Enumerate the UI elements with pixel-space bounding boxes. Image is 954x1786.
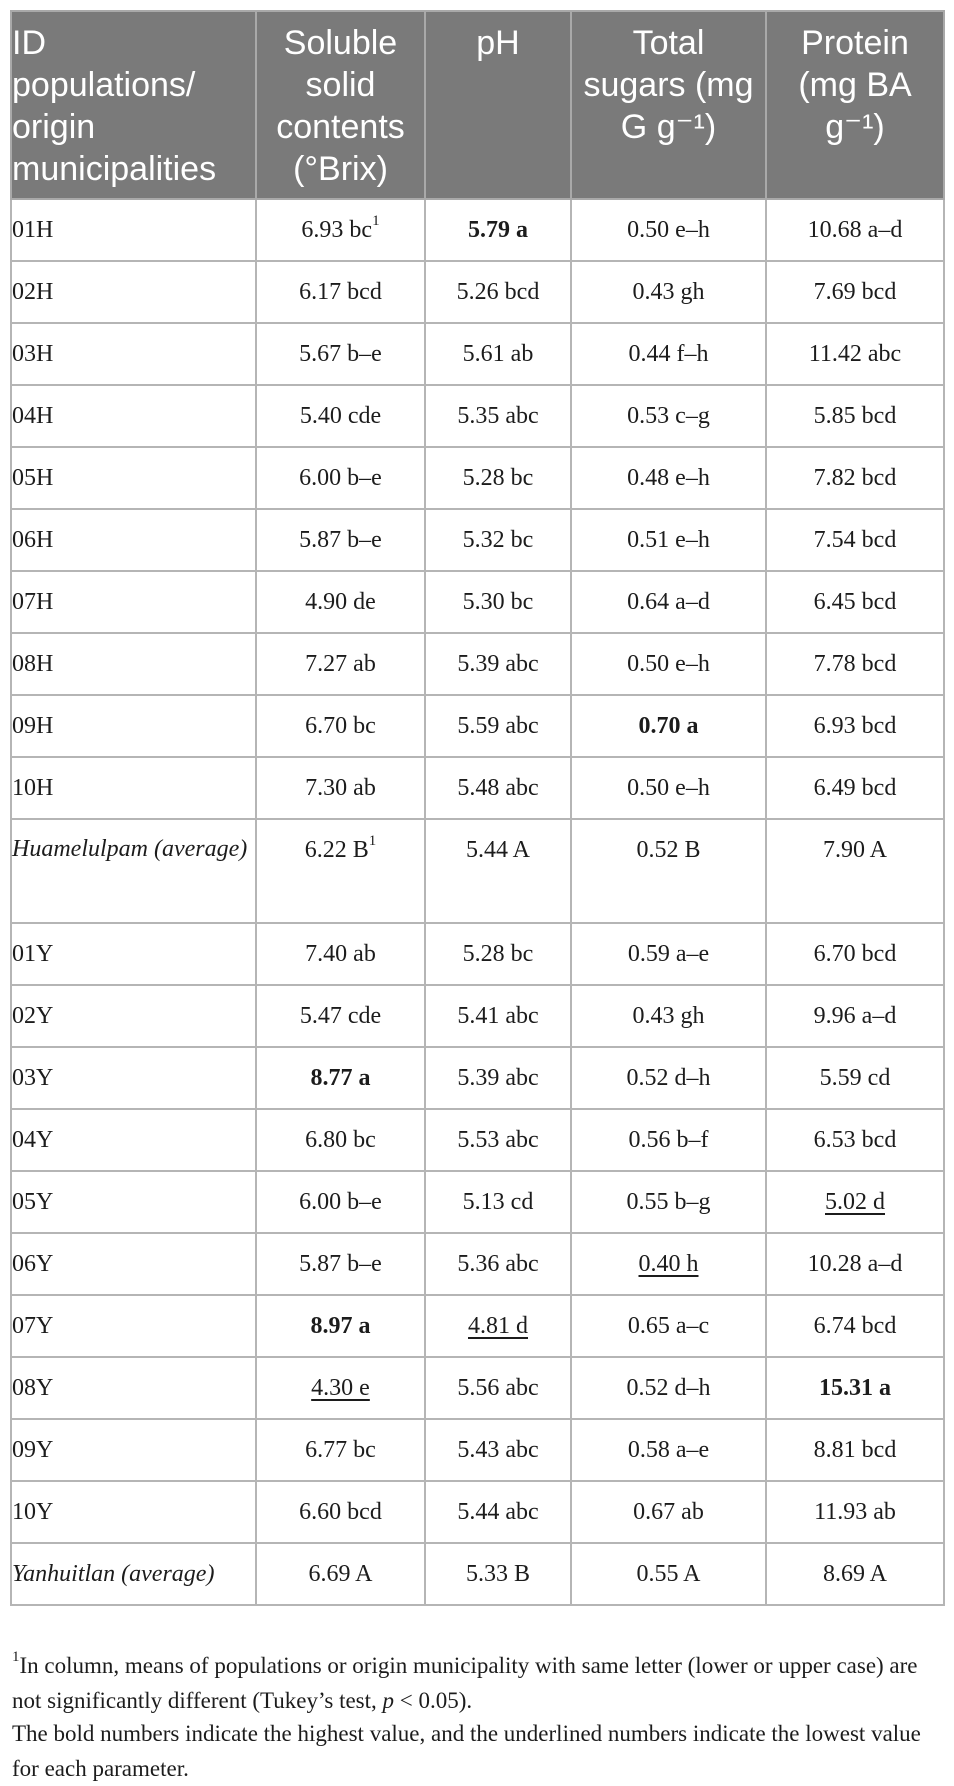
ph-average-cell: 5.44 A	[425, 819, 571, 923]
population-id-cell: 02H	[11, 261, 256, 323]
table-row	[11, 633, 944, 695]
population-id-cell: 03Y	[11, 1047, 256, 1109]
sugars-cell: 0.55 b–g	[571, 1171, 766, 1233]
protein-cell: 6.70 bcd	[766, 923, 944, 985]
population-id-cell: 07H	[11, 571, 256, 633]
sugars-cell: 0.52 d–h	[571, 1357, 766, 1419]
brix-cell: 5.40 cde	[256, 385, 425, 447]
sugars-cell: 0.51 e–h	[571, 509, 766, 571]
brix-cell: 4.30 e	[256, 1357, 425, 1419]
ph-cell: 5.39 abc	[425, 633, 571, 695]
sugars-average-cell: 0.52 B	[571, 819, 766, 923]
sugars-cell: 0.59 a–e	[571, 923, 766, 985]
header-protein: Protein (mg BA g⁻¹)	[766, 11, 944, 199]
brix-cell: 6.00 b–e	[256, 447, 425, 509]
brix-cell: 6.00 b–e	[256, 1171, 425, 1233]
sugars-cell: 0.50 e–h	[571, 199, 766, 261]
population-id-cell: 03H	[11, 323, 256, 385]
protein-cell: 7.69 bcd	[766, 261, 944, 323]
ph-average-cell: 5.33 B	[425, 1543, 571, 1605]
sugars-cell: 0.67 ab	[571, 1481, 766, 1543]
table-row	[11, 1047, 944, 1109]
sugars-cell: 0.52 d–h	[571, 1047, 766, 1109]
sugars-cell: 0.44 f–h	[571, 323, 766, 385]
brix-cell: 5.67 b–e	[256, 323, 425, 385]
table-row	[11, 985, 944, 1047]
protein-cell: 7.54 bcd	[766, 509, 944, 571]
brix-cell: 7.30 ab	[256, 757, 425, 819]
table-row-average	[11, 1543, 944, 1605]
brix-cell: 6.93 $bc^1$	[256, 199, 425, 261]
population-id-cell: 04H	[11, 385, 256, 447]
protein-average-cell: 8.69 A	[766, 1543, 944, 1605]
brix-cell: 6.17 bcd	[256, 261, 425, 323]
sugars-average-cell: 0.55 A	[571, 1543, 766, 1605]
table-row	[11, 509, 944, 571]
table-row	[11, 1295, 944, 1357]
protein-cell: 6.93 bcd	[766, 695, 944, 757]
ph-cell: 5.79 a	[425, 199, 571, 261]
brix-cell: 8.77 a	[256, 1047, 425, 1109]
protein-cell: 6.53 bcd	[766, 1109, 944, 1171]
table-row	[11, 199, 944, 261]
ph-cell: 5.39 abc	[425, 1047, 571, 1109]
table-row	[11, 1481, 944, 1543]
results-table	[10, 10, 945, 1606]
population-id-cell: 02Y	[11, 985, 256, 1047]
brix-cell: 7.27 ab	[256, 633, 425, 695]
population-id-cell: 10Y	[11, 1481, 256, 1543]
table-row	[11, 695, 944, 757]
brix-cell: 8.97 a	[256, 1295, 425, 1357]
sugars-cell: 0.50 e–h	[571, 757, 766, 819]
table-row	[11, 1171, 944, 1233]
ph-cell: 4.81 d	[425, 1295, 571, 1357]
ph-cell: 5.48 abc	[425, 757, 571, 819]
sugars-cell: 0.43 gh	[571, 985, 766, 1047]
population-id-cell: 07Y	[11, 1295, 256, 1357]
brix-cell: 6.60 bcd	[256, 1481, 425, 1543]
ph-cell: 5.28 bc	[425, 923, 571, 985]
population-id-cell: 09Y	[11, 1419, 256, 1481]
protein-cell: 5.02 d	[766, 1171, 944, 1233]
table-row	[11, 385, 944, 447]
table-row	[11, 1419, 944, 1481]
ph-cell: 5.28 bc	[425, 447, 571, 509]
sugars-cell: 0.70 a	[571, 695, 766, 757]
ph-cell: 5.36 abc	[425, 1233, 571, 1295]
sugars-cell: 0.48 e–h	[571, 447, 766, 509]
population-id-cell: 06Y	[11, 1233, 256, 1295]
protein-cell: 7.82 bcd	[766, 447, 944, 509]
table-row	[11, 261, 944, 323]
table-row	[11, 571, 944, 633]
footnote-formatting: The bold numbers indicate the highest value, and the underlined numbers indicate the lowest value for each parameter.	[12, 1721, 921, 1781]
protein-cell: 5.85 bcd	[766, 385, 944, 447]
ph-cell: 5.56 abc	[425, 1357, 571, 1419]
ph-cell: 5.53 abc	[425, 1109, 571, 1171]
brix-cell: 6.80 bc	[256, 1109, 425, 1171]
municipality-average-label: Yanhuitlan (average)	[11, 1543, 256, 1605]
header-id-populations: ID populations/ origin municipalities	[11, 11, 256, 199]
table-row	[11, 323, 944, 385]
brix-average-cell: 6.22 $B^1$	[256, 819, 425, 923]
header-total-sugars: Total sugars (mg G g⁻¹)	[571, 11, 766, 199]
table-row	[11, 447, 944, 509]
sugars-cell: 0.56 b–f	[571, 1109, 766, 1171]
ph-cell: 5.41 abc	[425, 985, 571, 1047]
table-row	[11, 1357, 944, 1419]
ph-cell: 5.13 cd	[425, 1171, 571, 1233]
table-body	[11, 199, 944, 1605]
population-id-cell: 06H	[11, 509, 256, 571]
brix-cell: 5.87 b–e	[256, 509, 425, 571]
protein-cell: 11.93 ab	[766, 1481, 944, 1543]
population-id-cell: 05Y	[11, 1171, 256, 1233]
ph-cell: 5.59 abc	[425, 695, 571, 757]
ph-cell: 5.35 abc	[425, 385, 571, 447]
population-id-cell: 10H	[11, 757, 256, 819]
header-ph: pH	[425, 11, 571, 199]
ph-cell: 5.32 bc	[425, 509, 571, 571]
sugars-cell: 0.43 gh	[571, 261, 766, 323]
protein-cell: 5.59 cd	[766, 1047, 944, 1109]
protein-average-cell: 7.90 A	[766, 819, 944, 923]
brix-cell: 4.90 de	[256, 571, 425, 633]
protein-cell: 7.78 bcd	[766, 633, 944, 695]
protein-cell: 6.45 bcd	[766, 571, 944, 633]
brix-cell: 6.77 bc	[256, 1419, 425, 1481]
population-id-cell: 04Y	[11, 1109, 256, 1171]
protein-cell: 9.96 a–d	[766, 985, 944, 1047]
sugars-cell: 0.40 h	[571, 1233, 766, 1295]
protein-cell: 10.28 a–d	[766, 1233, 944, 1295]
municipality-average-label: Huamelulpam (average)	[11, 819, 256, 923]
brix-cell: 7.40 ab	[256, 923, 425, 985]
ph-cell: 5.61 ab	[425, 323, 571, 385]
population-id-cell: 09H	[11, 695, 256, 757]
ph-cell: 5.26 bcd	[425, 261, 571, 323]
brix-average-cell: 6.69 A	[256, 1543, 425, 1605]
brix-cell: 5.47 cde	[256, 985, 425, 1047]
ph-cell: 5.44 abc	[425, 1481, 571, 1543]
protein-cell: 15.31 a	[766, 1357, 944, 1419]
brix-cell: 5.87 b–e	[256, 1233, 425, 1295]
protein-cell: 11.42 abc	[766, 323, 944, 385]
ph-cell: 5.43 abc	[425, 1419, 571, 1481]
table-row	[11, 923, 944, 985]
sugars-cell: 0.50 e–h	[571, 633, 766, 695]
sugars-cell: 0.65 a–c	[571, 1295, 766, 1357]
sugars-cell: 0.58 a–e	[571, 1419, 766, 1481]
table-row-average	[11, 819, 944, 923]
ph-cell: 5.30 bc	[425, 571, 571, 633]
protein-cell: 8.81 bcd	[766, 1419, 944, 1481]
brix-cell: 6.70 bc	[256, 695, 425, 757]
table-row	[11, 1109, 944, 1171]
table-row	[11, 1233, 944, 1295]
population-id-cell: 08H	[11, 633, 256, 695]
header-row	[11, 11, 944, 199]
table-row	[11, 757, 944, 819]
protein-cell: 10.68 a–d	[766, 199, 944, 261]
sugars-cell: 0.53 c–g	[571, 385, 766, 447]
population-id-cell: 01H	[11, 199, 256, 261]
sugars-cell: 0.64 a–d	[571, 571, 766, 633]
protein-cell: 6.49 bcd	[766, 757, 944, 819]
population-id-cell: 05H	[11, 447, 256, 509]
footnote-significance: $^1$In column, means of populations or origin municipality with same letter (lower or upper case) are not significantly different (Tukey’s test, p < 0.05).	[12, 1649, 918, 1713]
header-soluble-solids: Soluble solid contents (°Brix)	[256, 11, 425, 199]
protein-cell: 6.74 bcd	[766, 1295, 944, 1357]
table-header	[11, 11, 944, 199]
population-id-cell: 01Y	[11, 923, 256, 985]
population-id-cell: 08Y	[11, 1357, 256, 1419]
